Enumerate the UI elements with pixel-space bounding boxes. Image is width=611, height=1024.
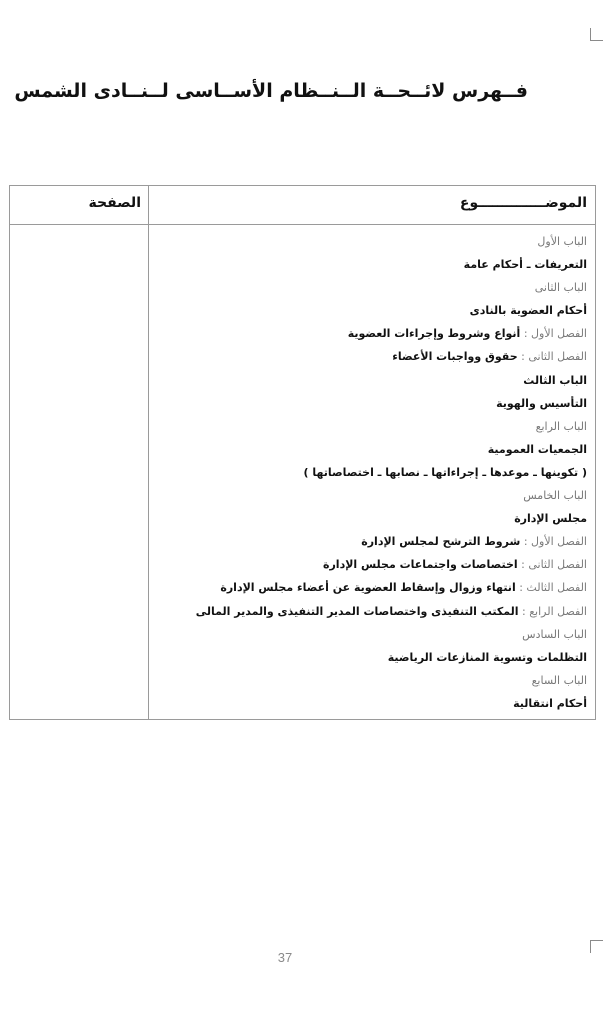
toc-chapter-entry	[157, 553, 587, 576]
chapter-title: شروط الترشح لمجلس الإدارة	[361, 535, 521, 549]
toc-section-label: الباب الرابع	[535, 419, 587, 433]
toc-section-label: الباب السادس	[522, 627, 587, 641]
chapter-label: الفصل الرابع :	[522, 604, 587, 618]
toc-chapter-entry	[157, 345, 587, 368]
toc-heading: الجمعيات العمومية	[487, 442, 587, 456]
header-page: الصفحة	[88, 195, 141, 211]
toc-heading: التأسيس والهوية	[496, 396, 587, 410]
table-header	[10, 186, 595, 225]
chapter-label: الفصل الثانى :	[521, 558, 587, 572]
toc-heading: الباب الثالث	[523, 373, 587, 387]
toc-heading: التعريفات ـ أحكام عامة	[463, 258, 587, 272]
chapter-title: المكتب التنفيذى واختصاصات المدير التنفيذى والمدير المالى	[195, 604, 519, 618]
chapter-title: اختصاصات واجتماعات مجلس الإدارة	[322, 558, 518, 572]
toc-chapter-entry	[157, 576, 587, 599]
toc-heading: ( تكوينها ـ موعدها ـ إجراءاتها ـ نصابها ـ اختصاصاتها )	[303, 465, 587, 479]
chapter-title: أنواع وشروط وإجراءات العضوية	[347, 327, 521, 341]
chapter-label: الفصل الثانى :	[521, 350, 587, 364]
toc-chapter-entry	[157, 530, 587, 553]
page-number: 37	[277, 950, 293, 965]
table-of-contents	[9, 185, 596, 720]
chapter-label: الفصل الأول :	[523, 327, 587, 341]
toc-chapter-entry	[157, 322, 587, 345]
toc-heading: مجلس الإدارة	[514, 512, 587, 526]
page-corner-mark-bottom	[590, 940, 603, 953]
toc-chapter-entry	[157, 600, 587, 623]
toc-heading: أحكام العضوية بالنادى	[469, 304, 587, 318]
toc-heading: التظلمات وتسوية المنازعات الرياضية	[387, 650, 587, 664]
chapter-title: حقوق وواجبات الأعضاء	[392, 350, 518, 364]
header-topic: الموضــــــــــــــوع	[459, 195, 587, 211]
page-corner-mark-top	[590, 28, 603, 41]
toc-list	[157, 230, 587, 715]
toc-section-label: الباب الأول	[537, 235, 587, 248]
column-divider	[148, 186, 149, 719]
toc-section-label: الباب السابع	[531, 673, 587, 687]
toc-section-label: الباب الخامس	[523, 489, 587, 503]
toc-section-label: الباب الثانى	[534, 281, 587, 295]
toc-heading: أحكام انتقالية	[513, 696, 587, 710]
chapter-label: الفصل الأول :	[523, 535, 587, 549]
chapter-label: الفصل الثالث :	[519, 581, 587, 595]
chapter-title: انتهاء وزوال وإسقاط العضوية عن أعضاء مجلس الإدارة	[220, 581, 516, 595]
page-title: فــهرس لائــحــة الــنــظام الأســاسى لــنــادى الشمس	[14, 80, 528, 102]
